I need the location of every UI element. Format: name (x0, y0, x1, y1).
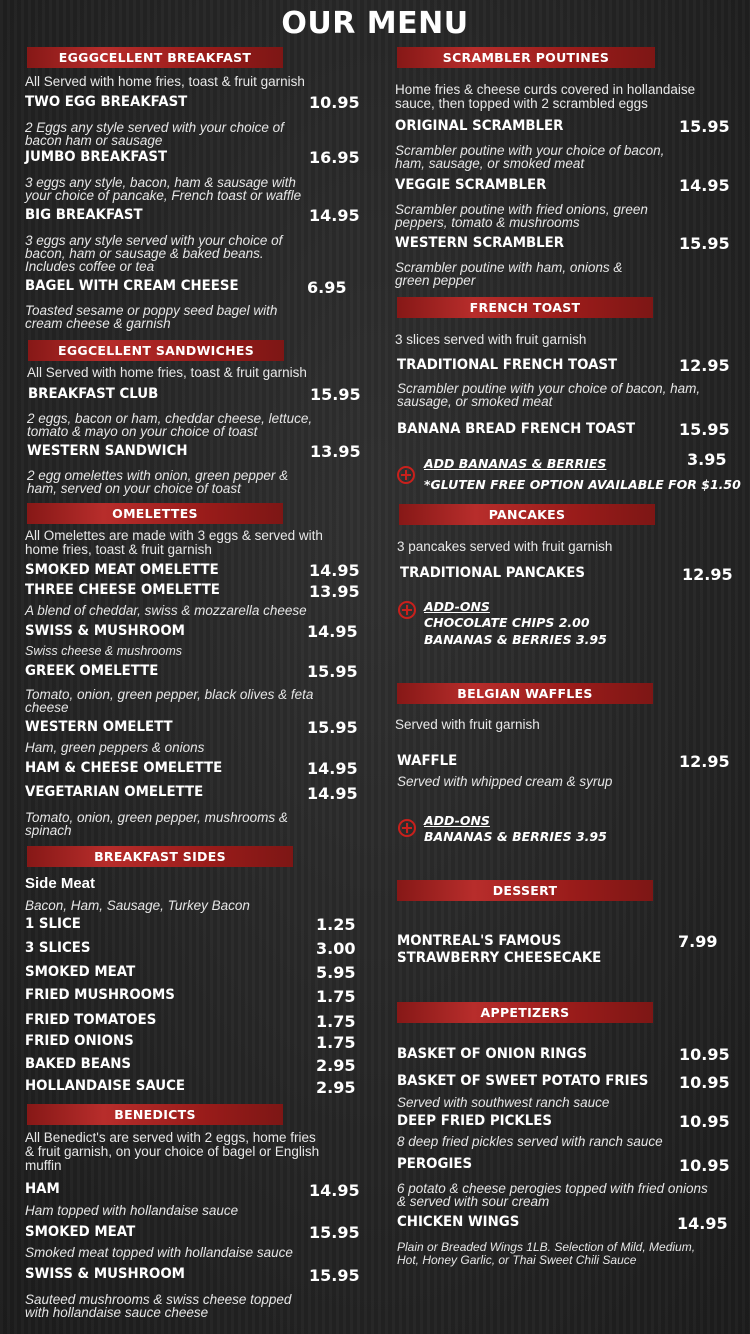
menu-item-name: BANANA BREAD FRENCH TOAST (397, 421, 636, 437)
menu-item-name: WESTERN SANDWICH (27, 443, 188, 459)
side-item-name: 3 SLICES (25, 940, 91, 956)
menu-item-price: 15.95 (679, 117, 730, 136)
menu-item-price: 7.99 (678, 932, 718, 951)
side-meat-heading: Side Meat (25, 875, 96, 892)
section-note: All Benedict's are served with 2 eggs, home fries & fruit garnish, on your choice of bagel or English muffin (25, 1130, 320, 1173)
side-item-name: FRIED TOMATOES (25, 1012, 157, 1028)
menu-item-description: Ham, green peppers & onions (25, 740, 205, 755)
addon-item: BANANAS & BERRIES 3.95 (424, 632, 607, 647)
section-note: Home fries & cheese curds covered in hollandaise sauce, then topped with 2 scrambled eggs (395, 82, 696, 111)
menu-item-description: Toasted sesame or poppy seed bagel with cream cheese & garnish (25, 303, 278, 331)
menu-item-description: Swiss cheese & mushrooms (25, 644, 183, 658)
menu-item-price: 15.95 (309, 1266, 360, 1285)
menu-item-name: BAGEL WITH CREAM CHEESE (25, 278, 239, 294)
section-banner-breakfast: EGGGCELLENT BREAKFAST (27, 47, 283, 68)
menu-item-name: TRADITIONAL PANCAKES (400, 565, 585, 581)
menu-item-name: ORIGINAL SCRAMBLER (395, 118, 564, 134)
section-note: All Omelettes are made with 3 eggs & served with home fries, toast & fruit garnish (25, 528, 323, 557)
side-item-price: 5.95 (316, 963, 356, 982)
addons-label: ADD-ONS (424, 813, 490, 828)
menu-item-description: 3 eggs any style served with your choice of bacon, ham or sausage & baked beans. Includes coffee or tea (25, 233, 283, 274)
menu-item-description: 2 Eggs any style served with your choice of bacon ham or sausage (25, 120, 284, 148)
menu-item-price: 12.95 (679, 752, 730, 771)
section-banner-sandwiches: EGGCELLENT SANDWICHES (28, 340, 284, 361)
menu-item-name: WAFFLE (397, 753, 458, 769)
menu-item-description: Served with southwest ranch sauce (397, 1095, 610, 1110)
gluten-free-note: *GLUTEN FREE OPTION AVAILABLE FOR $1.50 (424, 477, 741, 492)
menu-item-description: Scrambler poutine with your choice of bacon, ham, sausage, or smoked meat (395, 143, 665, 171)
menu-item-name: CHICKEN WINGS (397, 1214, 520, 1230)
menu-item-description: Scrambler poutine with your choice of bacon, ham, sausage, or smoked meat (397, 381, 701, 409)
menu-item-price: 14.95 (309, 1181, 360, 1200)
menu-item-price: 12.95 (679, 356, 730, 375)
side-item-name: FRIED ONIONS (25, 1033, 134, 1049)
menu-item-price: 15.95 (307, 662, 358, 681)
menu-item-name: MONTREAL'S FAMOUS STRAWBERRY CHEESECAKE (397, 933, 602, 966)
section-note: 3 slices served with fruit garnish (395, 332, 587, 347)
side-item-price: 1.25 (316, 915, 356, 934)
menu-item-name: HAM & CHEESE OMELETTE (25, 760, 223, 776)
side-item-price: 1.75 (316, 1033, 356, 1052)
menu-item-name: SWISS & MUSHROOM (25, 623, 185, 639)
menu-item-name: PEROGIES (397, 1156, 473, 1172)
side-meat-description: Bacon, Ham, Sausage, Turkey Bacon (25, 898, 250, 913)
menu-item-price: 14.95 (307, 759, 358, 778)
menu-item-name: BASKET OF SWEET POTATO FRIES (397, 1073, 649, 1089)
addon-label: ADD BANANAS & BERRIES (424, 456, 607, 471)
menu-item-name: DEEP FRIED PICKLES (397, 1113, 552, 1129)
menu-item-price: 10.95 (679, 1073, 730, 1092)
section-banner-french-toast: FRENCH TOAST (397, 297, 653, 318)
side-item-price: 2.95 (316, 1056, 356, 1075)
section-banner-appetizers: APPETIZERS (397, 1002, 653, 1023)
side-item-price: 2.95 (316, 1078, 356, 1097)
addon-item: CHOCOLATE CHIPS 2.00 (424, 615, 590, 630)
addon-price: 3.95 (687, 450, 727, 469)
menu-item-name: JUMBO BREAKFAST (25, 149, 168, 165)
side-item-name: SMOKED MEAT (25, 964, 136, 980)
section-banner-pancakes: PANCAKES (399, 504, 655, 525)
menu-item-price: 10.95 (679, 1045, 730, 1064)
addons-label: ADD-ONS (424, 599, 490, 614)
menu-item-name: THREE CHEESE OMELETTE (25, 582, 220, 598)
plus-icon (397, 466, 415, 484)
menu-item-price: 6.95 (307, 278, 347, 297)
menu-item-name: WESTERN SCRAMBLER (395, 235, 565, 251)
menu-item-description: 6 potato & cheese perogies topped with fried onions & served with sour cream (397, 1181, 708, 1209)
menu-item-name: HAM (25, 1181, 60, 1197)
section-banner-sides: BREAKFAST SIDES (27, 846, 293, 867)
menu-item-price: 15.95 (679, 234, 730, 253)
menu-item-price: 15.95 (309, 1223, 360, 1242)
addon-item: BANANAS & BERRIES 3.95 (424, 829, 607, 844)
menu-item-description: Scrambler poutine with fried onions, green peppers, tomato & mushrooms (395, 202, 648, 230)
side-item-price: 3.00 (316, 939, 356, 958)
section-note: 3 pancakes served with fruit garnish (397, 539, 613, 554)
section-banner-waffles: BELGIAN WAFFLES (397, 683, 653, 704)
menu-item-description: Plain or Breaded Wings 1LB. Selection of Mild, Medium, Hot, Honey Garlic, or Thai Sweet Chili Sauce (397, 1240, 696, 1267)
menu-item-price: 15.95 (679, 420, 730, 439)
menu-item-price: 10.95 (679, 1156, 730, 1175)
menu-item-name: SMOKED MEAT OMELETTE (25, 562, 219, 578)
side-item-name: FRIED MUSHROOMS (25, 987, 175, 1003)
menu-item-description: Tomato, onion, green pepper, black olives & feta cheese (25, 687, 314, 715)
menu-item-price: 12.95 (682, 565, 733, 584)
menu-item-description: 2 eggs, bacon or ham, cheddar cheese, lettuce, tomato & mayo on your choice of toast (27, 411, 313, 439)
menu-item-price: 10.95 (309, 93, 360, 112)
menu-item-description: Tomato, onion, green pepper, mushrooms & spinach (25, 810, 288, 838)
menu-item-price: 14.95 (309, 206, 360, 225)
menu-item-price: 16.95 (309, 148, 360, 167)
side-item-name: BAKED BEANS (25, 1056, 132, 1072)
menu-item-name: GREEK OMELETTE (25, 663, 159, 679)
side-item-price: 1.75 (316, 987, 356, 1006)
menu-item-price: 13.95 (309, 582, 360, 601)
menu-item-description: Sauteed mushrooms & swiss cheese topped with hollandaise sauce cheese (25, 1292, 292, 1320)
menu-item-name: TWO EGG BREAKFAST (25, 94, 188, 110)
menu-item-name: BIG BREAKFAST (25, 207, 143, 223)
section-note: Served with fruit garnish (395, 717, 540, 732)
menu-item-description: A blend of cheddar, swiss & mozzarella cheese (25, 603, 307, 618)
menu-item-name: TRADITIONAL FRENCH TOAST (397, 357, 618, 373)
menu-item-price: 14.95 (679, 176, 730, 195)
section-banner-dessert: DESSERT (397, 880, 653, 901)
menu-item-name: VEGETARIAN OMELETTE (25, 784, 204, 800)
side-item-price: 1.75 (316, 1012, 356, 1031)
section-banner-omelettes: OMELETTES (27, 503, 283, 524)
plus-icon (398, 819, 416, 837)
menu-item-price: 14.95 (307, 622, 358, 641)
section-banner-poutines: SCRAMBLER POUTINES (397, 47, 655, 68)
menu-item-description: Served with whipped cream & syrup (397, 774, 613, 789)
menu-item-description: 8 deep fried pickles served with ranch sauce (397, 1134, 663, 1149)
section-note: All Served with home fries, toast & fruit garnish (27, 365, 307, 380)
menu-item-price: 14.95 (677, 1214, 728, 1233)
menu-item-price: 10.95 (679, 1112, 730, 1131)
menu-item-name: WESTERN OMELETT (25, 719, 173, 735)
side-item-name: 1 SLICE (25, 916, 81, 932)
section-banner-benedicts: BENEDICTS (27, 1104, 283, 1125)
menu-item-description: Smoked meat topped with hollandaise sauce (25, 1245, 293, 1260)
menu-item-name: SMOKED MEAT (25, 1224, 136, 1240)
menu-item-description: 2 egg omelettes with onion, green pepper & ham, served on your choice of toast (27, 468, 289, 496)
menu-item-name: BREAKFAST CLUB (28, 386, 159, 402)
menu-item-price: 13.95 (310, 442, 361, 461)
side-item-name: HOLLANDAISE SAUCE (25, 1078, 185, 1094)
menu-item-name: BASKET OF ONION RINGS (397, 1046, 587, 1062)
menu-item-description: 3 eggs any style, bacon, ham & sausage with your choice of pancake, French toast or waffle (25, 175, 302, 203)
plus-icon (398, 601, 416, 619)
menu-item-price: 14.95 (309, 561, 360, 580)
page-title: OUR MENU (281, 6, 469, 41)
section-note: All Served with home fries, toast & fruit garnish (25, 74, 305, 89)
menu-item-name: SWISS & MUSHROOM (25, 1266, 185, 1282)
menu-item-price: 15.95 (310, 385, 361, 404)
menu-item-description: Scrambler poutine with ham, onions & green pepper (395, 260, 623, 288)
menu-item-price: 15.95 (307, 718, 358, 737)
menu-item-description: Ham topped with hollandaise sauce (25, 1203, 239, 1218)
menu-item-name: VEGGIE SCRAMBLER (395, 177, 547, 193)
menu-item-price: 14.95 (307, 784, 358, 803)
